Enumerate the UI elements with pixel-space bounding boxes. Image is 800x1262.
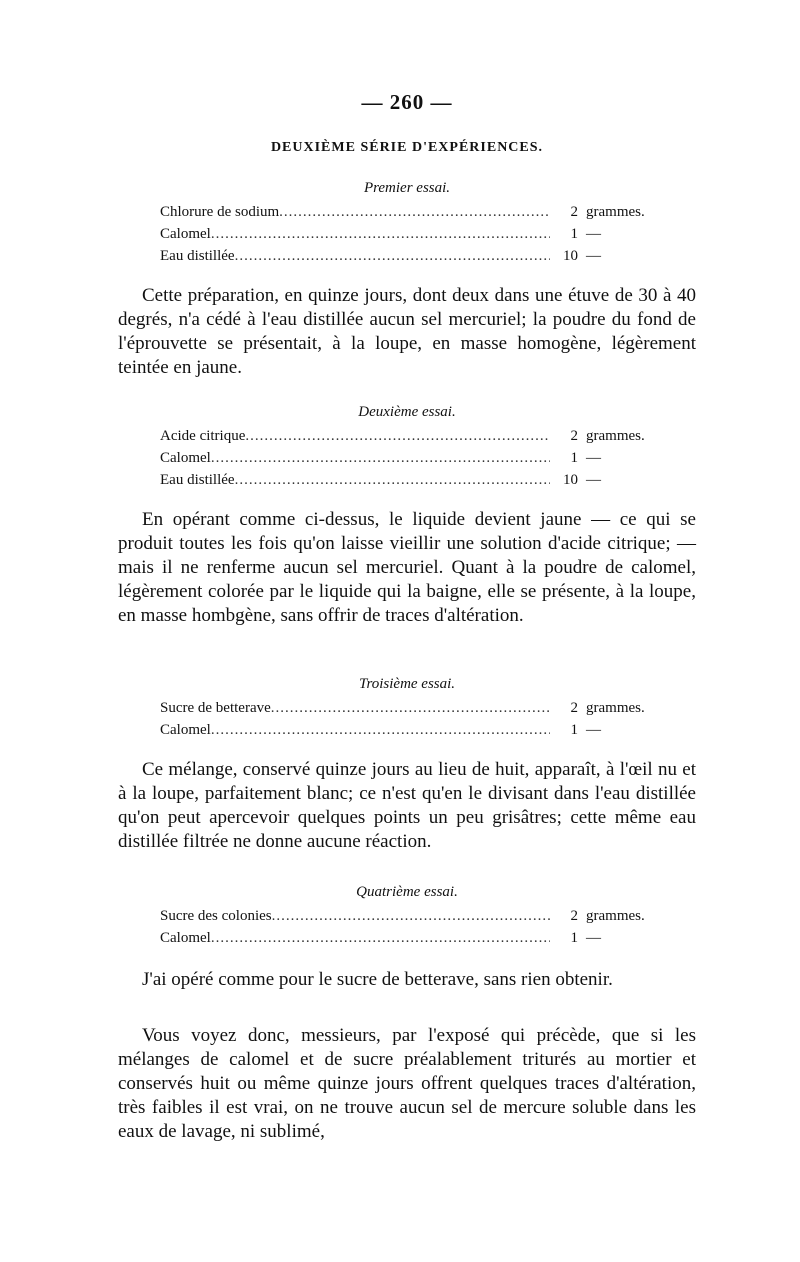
ingredient-name: Calomel [160,450,211,466]
ingredient-qty: 1 [570,722,578,738]
ingredient-unit: — [586,722,601,738]
ingredient-list [160,908,678,952]
ingredient-qty: 1 [570,450,578,466]
page-number: — 260 — [361,90,453,114]
ingredient-name: Acide citrique [160,428,246,444]
ingredient-unit: grammes. [586,428,645,444]
ingredient-list [160,700,678,744]
ingredient-unit: — [586,248,601,264]
paragraph: En opérant comme ci-dessus, le liquide devient jaune — ce qui se produit toutes les fois qu'on laisse vieillir une solution d'acide citrique; — mais il ne renferme aucun sel mercuriel. Quant à la poudre de calomel, légèrement colorée par le liquide qui la baigne, elle se présente, à la loupe, en masse hombgène, sans offrir de traces d'altération. [118,509,696,626]
paragraph: Ce mélange, conservé quinze jours au lieu de huit, apparaît, à l'œil nu et à la loupe, parfaitement blanc; ce n'est qu'en le divisant dans l'eau distillée qu'on peut apercevoir quelques points un peu grisâtres; cette même eau distillée filtrée ne donne aucune réaction. [118,759,696,852]
ingredient-unit: grammes. [586,700,645,716]
leader-dots [279,204,550,221]
leader-dots [235,472,550,489]
paragraph: Vous voyez donc, messieurs, par l'exposé qui précède, que si les mélanges de calomel et de sucre préalablement triturés au mortier et conservés huit ou même quinze jours offrent quelques traces d'altération, très faibles il est vrai, on ne trouve aucun sel de mercure soluble dans les eaux de lavage, ni sublimé, [118,1025,696,1142]
leader-dots [272,908,550,925]
ingredient-qty: 1 [570,930,578,946]
leader-dots [235,248,550,265]
ingredient-unit: — [586,472,601,488]
ingredient-unit: — [586,450,601,466]
ingredient-unit: grammes. [586,204,645,220]
ingredient-qty: 2 [570,908,578,924]
ingredient-name: Calomel [160,226,211,242]
ingredient-row [160,700,678,722]
ingredient-row [160,450,678,472]
ingredient-qty: 10 [563,248,578,264]
ingredient-row [160,472,678,494]
ingredient-qty: 2 [570,428,578,444]
ingredient-name: Calomel [160,930,211,946]
ingredient-row [160,428,678,450]
ingredient-name: Sucre des colonies [160,908,272,924]
leader-dots [245,428,550,445]
essay-title: Premier essai. [363,180,451,196]
ingredient-qty: 2 [570,204,578,220]
ingredient-name: Chlorure de sodium [160,204,280,220]
essay-title: Troisième essai. [358,676,456,692]
ingredient-row [160,930,678,952]
ingredient-name: Calomel [160,722,211,738]
ingredient-row [160,908,678,930]
ingredient-name: Sucre de betterave [160,700,271,716]
ingredient-unit: — [586,930,601,946]
ingredient-qty: 1 [570,226,578,242]
leader-dots [211,450,550,467]
ingredient-qty: 10 [563,472,578,488]
ingredient-list [160,204,678,270]
leader-dots [211,226,550,243]
leader-dots [211,930,550,947]
paragraph: J'ai opéré comme pour le sucre de betterave, sans rien obtenir. [142,969,613,990]
leader-dots [271,700,550,717]
ingredient-name: Eau distillée [160,472,235,488]
ingredient-qty: 2 [570,700,578,716]
leader-dots [211,722,550,739]
essay-title: Deuxième essai. [358,404,456,420]
ingredient-row [160,204,678,226]
ingredient-row [160,248,678,270]
section-title: DEUXIÈME SÉRIE D'EXPÉRIENCES. [270,140,544,155]
ingredient-unit: — [586,226,601,242]
ingredient-row [160,722,678,744]
ingredient-list [160,428,678,494]
ingredient-row [160,226,678,248]
essay-title: Quatrième essai. [356,884,458,900]
paragraph: Cette préparation, en quinze jours, dont deux dans une étuve de 30 à 40 degrés, n'a cédé à l'eau distillée aucun sel mercuriel; la poudre du fond de l'éprouvette se présentait, à la loupe, en masse homogène, légèrement teintée en jaune. [118,285,696,378]
ingredient-name: Eau distillée [160,248,235,264]
ingredient-unit: grammes. [586,908,645,924]
